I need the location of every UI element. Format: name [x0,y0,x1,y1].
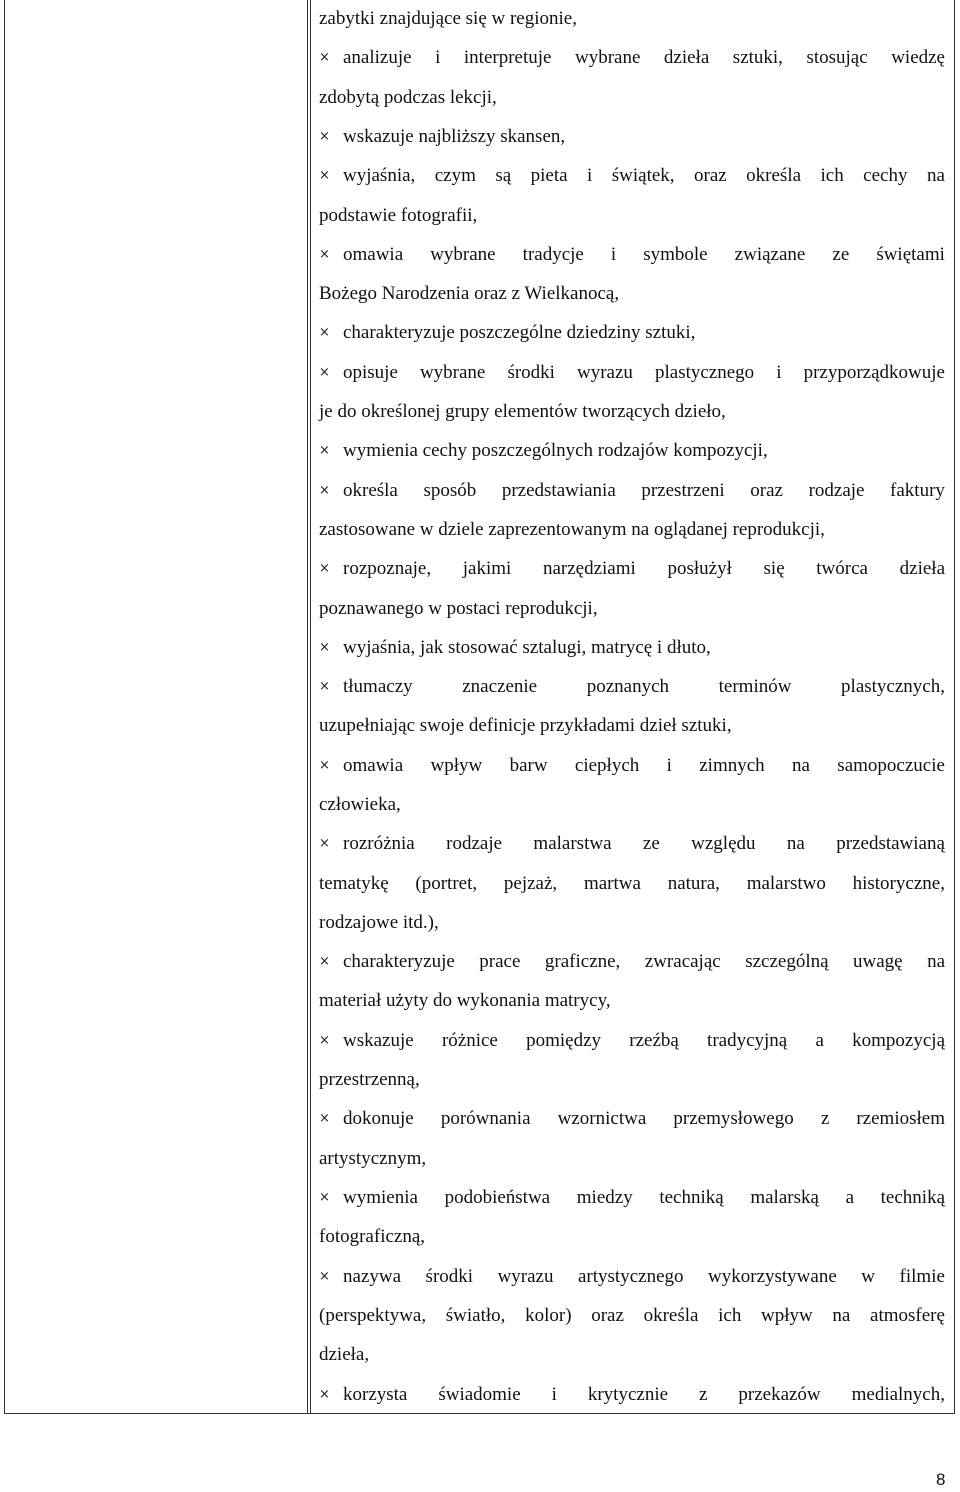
list-item [319,123,945,151]
line-text: korzysta świadomie i krytycznie z przekazów medialnych, [343,1384,945,1405]
bullet-cross-icon: × [319,1190,330,1205]
bullet-cross-icon: × [319,836,330,851]
list-item [319,830,945,858]
line-text: zastosowane w dziele zaprezentowanym na oglądanej reprodukcji, [319,519,825,540]
line-text: wyjaśnia, jak stosować sztalugi, matrycę i dłuto, [343,637,711,658]
list-item-continuation [319,1223,945,1251]
line-text: Bożego Narodzenia oraz z Wielkanocą, [319,283,620,304]
list-item-continuation [319,595,945,623]
line-text: poznawanego w postaci reprodukcji, [319,598,598,619]
line-text: charakteryzuje poszczególne dziedziny sztuki, [343,322,696,343]
list-item-continuation [319,1302,945,1330]
column-divider [307,0,308,1414]
line-text: je do określonej grupy elementów tworzących dzieło, [319,401,726,422]
bullet-cross-icon: × [319,1111,330,1126]
line-text: tłumaczy znaczenie poznanych terminów plastycznych, [343,676,945,697]
page-number: 8 [936,1470,946,1489]
column-divider [310,0,311,1414]
list-item-continuation [319,1145,945,1173]
list-item [319,1105,945,1133]
line-text: omawia wpływ barw ciepłych i zimnych na samopoczucie [343,755,945,776]
list-item [319,948,945,976]
list-item [319,1263,945,1291]
list-item [319,319,945,347]
line-text: wskazuje najbliższy skansen, [343,126,566,147]
list-item-continuation [319,516,945,544]
bullet-cross-icon: × [319,758,330,773]
line-text: artystycznym, [319,1148,427,1169]
bullet-cross-icon: × [319,561,330,576]
line-text: człowieka, [319,794,401,815]
list-item [319,437,945,465]
list-item-continuation [319,791,945,819]
line-text: omawia wybrane tradycje i symbole związane ze świętami [343,244,945,265]
list-item [319,1027,945,1055]
bullet-cross-icon: × [319,325,330,340]
line-text: wymienia cechy poszczególnych rodzajów kompozycji, [343,440,768,461]
list-item [319,477,945,505]
line-text: opisuje wybrane środki wyrazu plastycznego i przyporządkowuje [343,362,945,383]
line-text: tematykę (portret, pejzaż, martwa natura, malarstwo historyczne, [319,873,945,894]
list-item-continuation [319,398,945,426]
line-text: uzupełniając swoje definicje przykładami dzieł sztuki, [319,715,732,736]
line-text: dokonuje porównania wzornictwa przemysłowego z rzemiosłem [343,1108,945,1129]
line-text: charakteryzuje prace graficzne, zwracając szczególną uwagę na [343,951,945,972]
list-item [319,1381,945,1409]
list-item-continuation [319,1341,945,1369]
line-text: wskazuje różnice pomiędzy rzeźbą tradycyjną a kompozycją [343,1030,945,1051]
line-text: zabytki znajdujące się w regionie, [319,8,577,29]
bullet-cross-icon: × [319,443,330,458]
list-item [319,634,945,662]
bullet-cross-icon: × [319,129,330,144]
list-item-continuation [319,1066,945,1094]
bullet-cross-icon: × [319,954,330,969]
bullet-cross-icon: × [319,1033,330,1048]
line-text: rozpoznaje, jakimi narzędziami posłużył się twórca dzieła [343,558,945,579]
list-item-continuation [319,84,945,112]
list-item-continuation [319,202,945,230]
bullet-cross-icon: × [319,679,330,694]
list-item [319,673,945,701]
list-item-continuation [319,712,945,740]
bullet-cross-icon: × [319,640,330,655]
bullet-cross-icon: × [319,483,330,498]
line-text: podstawie fotografii, [319,205,478,226]
bullet-cross-icon: × [319,1269,330,1284]
line-text: wymienia podobieństwa miedzy techniką malarską a techniką [343,1187,945,1208]
list-item [319,162,945,190]
line-text: dzieła, [319,1344,370,1365]
line-text: (perspektywa, światło, kolor) oraz określa ich wpływ na atmosferę [319,1305,945,1326]
bullet-cross-icon: × [319,247,330,262]
list-item [319,44,945,72]
list-item [319,1184,945,1212]
list-item [319,752,945,780]
line-text: rodzajowe itd.), [319,912,439,933]
bullet-cross-icon: × [319,168,330,183]
list-item-continuation [319,909,945,937]
line-text: fotograficzną, [319,1226,426,1247]
line-text: nazywa środki wyrazu artystycznego wykorzystywane w filmie [343,1266,945,1287]
list-item-continuation [319,5,945,33]
list-item-continuation [319,280,945,308]
list-item-continuation [319,987,945,1015]
line-text: materiał użyty do wykonania matrycy, [319,990,611,1011]
list-item [319,555,945,583]
line-text: przestrzenną, [319,1069,420,1090]
bullet-cross-icon: × [319,50,330,65]
bullet-cross-icon: × [319,365,330,380]
list-item-continuation [319,870,945,898]
line-text: określa sposób przedstawiania przestrzeni oraz rodzaje faktury [343,480,945,501]
line-text: wyjaśnia, czym są pieta i świątek, oraz określa ich cechy na [343,165,945,186]
bullet-cross-icon: × [319,1387,330,1402]
line-text: rozróżnia rodzaje malarstwa ze względu na przedstawianą [343,833,945,854]
list-item [319,359,945,387]
line-text: zdobytą podczas lekcji, [319,87,497,108]
list-item [319,241,945,269]
line-text: analizuje i interpretuje wybrane dzieła sztuki, stosując wiedzę [343,47,945,68]
